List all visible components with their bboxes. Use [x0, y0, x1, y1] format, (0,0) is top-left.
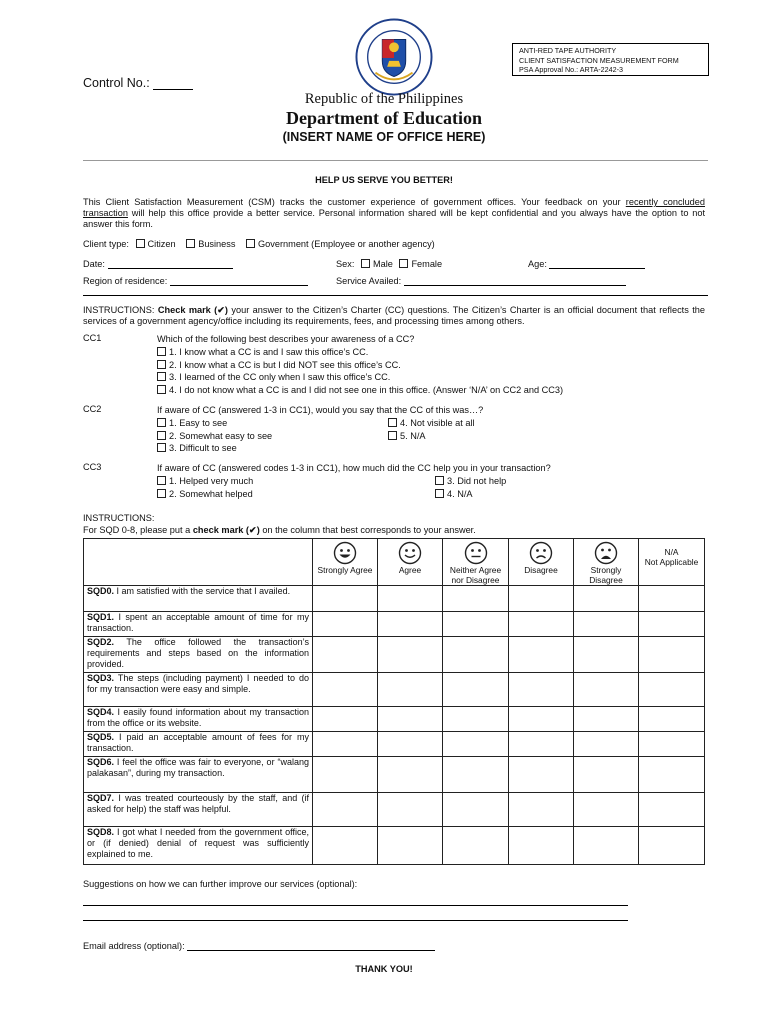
cc2-options-col2 [388, 417, 475, 443]
cc3-option-1-checkbox[interactable] [157, 476, 166, 485]
rating-cell[interactable] [574, 586, 639, 612]
cc1-option-1-checkbox[interactable] [157, 347, 166, 356]
rating-cell[interactable] [574, 757, 639, 793]
rating-cell[interactable] [443, 637, 509, 673]
very-sad-face-icon [594, 541, 618, 565]
rating-cell[interactable] [378, 586, 443, 612]
cc2-label: CC2 [83, 404, 102, 414]
client-type-option: Government (Employee or another agency) [258, 239, 435, 249]
header-label: Strongly Disagree [589, 565, 623, 585]
table-row [84, 793, 705, 827]
strongly-disagree-header [574, 539, 639, 586]
intro-paragraph [83, 197, 705, 230]
arta-line: ANTI-RED TAPE AUTHORITY [519, 46, 617, 55]
department-heading: Department of Education [286, 108, 482, 128]
rating-cell[interactable] [378, 707, 443, 732]
cc3-label: CC3 [83, 462, 102, 472]
instructions-lead: INSTRUCTIONS: [83, 305, 155, 315]
rating-cell[interactable] [574, 612, 639, 637]
citizen-checkbox[interactable] [136, 239, 145, 248]
rating-cell[interactable] [443, 612, 509, 637]
rating-cell[interactable] [574, 637, 639, 673]
email-input[interactable] [187, 950, 435, 951]
region-label: Region of residence: [83, 276, 168, 286]
cc2-option: 1. Easy to see [169, 417, 228, 428]
client-type-label: Client type: [83, 239, 129, 249]
arta-line: PSA Approval No.: ARTA-2242-3 [519, 65, 624, 74]
cc1-option: 1. I know what a CC is and I saw this office’s CC. [169, 346, 369, 357]
sqd-text: The office followed the transaction’s requirements and steps based on the information provided. [87, 637, 309, 669]
sqd-instructions-lead: INSTRUCTIONS: [83, 513, 155, 523]
table-row [84, 586, 705, 612]
table-row [84, 757, 705, 793]
cc2-option: 2. Somewhat easy to see [169, 430, 273, 441]
sqd-question-cell [84, 586, 313, 612]
rating-cell[interactable] [313, 827, 378, 865]
table-row [84, 707, 705, 732]
sqd-question-cell [84, 757, 313, 793]
neutral-face-icon [464, 541, 488, 565]
sqd-question-cell [84, 707, 313, 732]
cc3-option: 2. Somewhat helped [169, 488, 253, 499]
rating-cell[interactable] [639, 827, 705, 865]
cc3-option-2-checkbox[interactable] [157, 489, 166, 498]
rating-cell[interactable] [378, 793, 443, 827]
cc1-option: 2. I know what a CC is but I did NOT see this office’s CC. [169, 359, 401, 370]
cc1-question-block [157, 333, 563, 397]
date-input[interactable] [108, 268, 233, 269]
service-field [336, 276, 626, 286]
cc1-label: CC1 [83, 333, 102, 343]
cc1-option: 4. I do not know what a CC is and I did not see one in this office. (Answer ‘N/A’ on CC2 and CC3) [169, 385, 564, 396]
rating-cell[interactable] [313, 673, 378, 707]
rating-cell[interactable] [639, 707, 705, 732]
age-input[interactable] [549, 268, 645, 269]
sqd-text: I spent an acceptable amount of time for my transaction. [87, 612, 309, 633]
rating-cell[interactable] [313, 793, 378, 827]
sqd-instructions-post: on the column that best corresponds to your answer. [262, 524, 476, 535]
rating-cell[interactable] [639, 757, 705, 793]
rating-cell[interactable] [509, 673, 574, 707]
sqd-instructions [83, 513, 476, 536]
republic-heading: Republic of the Philippines [304, 91, 464, 107]
cc2-option-5-checkbox[interactable] [388, 431, 397, 440]
sex-label: Sex: [336, 259, 355, 269]
sqd-question-cell [84, 732, 313, 757]
sqd-question-cell [84, 827, 313, 865]
divider [83, 295, 708, 296]
government-checkbox[interactable] [246, 239, 255, 248]
divider [83, 160, 708, 161]
rating-cell[interactable] [574, 793, 639, 827]
cc3-option: 4. N/A [447, 488, 473, 499]
office-name: (INSERT NAME OF OFFICE HERE) [282, 130, 486, 144]
client-type-option: Citizen [147, 239, 176, 249]
sqd-text: I am satisfied with the service that I availed. [116, 586, 291, 597]
cc2-question: If aware of CC (answered 1-3 in CC1), would you say that the CC of this was…? [157, 405, 484, 415]
rating-cell[interactable] [378, 612, 443, 637]
agree-header [378, 539, 443, 586]
date-label: Date: [83, 259, 105, 269]
sqd-text: I got what I needed from the government office, or (if denied) denial of request was sufficiently explained to me. [87, 827, 309, 859]
rating-cell[interactable] [509, 707, 574, 732]
sqd-question-cell [84, 612, 313, 637]
sqd-code: SQD3. [87, 673, 115, 684]
cc2-option-2-checkbox[interactable] [157, 431, 166, 440]
sqd-code: SQD2. [87, 637, 115, 648]
cc2-option: 4. Not visible at all [400, 417, 475, 428]
sqd-instructions-bold: check mark (✔) [192, 524, 260, 535]
age-label: Age: [528, 259, 547, 269]
rating-cell[interactable] [509, 586, 574, 612]
service-label: Service Availed: [336, 276, 402, 286]
intro-text-end: will help this office provide a better service. Personal information shared will be kept confidential and you always have the option to not answer this form. [83, 208, 705, 229]
rating-cell[interactable] [313, 612, 378, 637]
sqd-instructions-pre: For SQD 0-8, please put a [83, 524, 191, 535]
table-row [84, 827, 705, 865]
age-field [528, 259, 645, 269]
rating-cell[interactable] [639, 793, 705, 827]
service-input[interactable] [404, 285, 626, 286]
sqd-text: The steps (including payment) I needed to do for my transaction were easy and simple. [87, 673, 309, 694]
date-field [83, 259, 233, 269]
rating-cell[interactable] [443, 707, 509, 732]
rating-cell[interactable] [509, 612, 574, 637]
sqd-text: I was treated courteously by the staff, and (if asked for help) the staff was helpful. [87, 793, 309, 814]
rating-cell[interactable] [639, 586, 705, 612]
table-row [84, 732, 705, 757]
rating-cell[interactable] [509, 732, 574, 757]
rating-cell[interactable] [639, 612, 705, 637]
strongly-agree-header [313, 539, 378, 586]
header-label: Strongly Agree [317, 565, 373, 575]
cc3-option: 3. Did not help [447, 475, 507, 486]
sqd-text: I easily found information about my transaction from the office or its website. [87, 707, 309, 728]
disagree-header [509, 539, 574, 586]
intro-underlined: recently concluded transaction [83, 197, 706, 218]
rating-cell[interactable] [313, 757, 378, 793]
sqd-question-cell [84, 793, 313, 827]
table-header-row [84, 539, 705, 586]
cc2-option-4-checkbox[interactable] [388, 418, 397, 427]
instructions-bold: Check mark (✔) [157, 305, 228, 315]
rating-cell[interactable] [574, 732, 639, 757]
very-happy-face-icon [333, 541, 357, 565]
sex-field [336, 259, 442, 269]
na-sublabel: Not Applicable [644, 556, 699, 567]
intro-text: This Client Satisfaction Measurement (CSM) tracks the customer experience of government offices. Your feedback on your [83, 197, 621, 207]
cc1-option-4-checkbox[interactable] [157, 385, 166, 394]
sex-option: Female [411, 259, 443, 269]
suggestions-line-2[interactable] [83, 920, 628, 921]
header-label: Disagree [524, 565, 558, 575]
region-field [83, 276, 308, 286]
na-label: N/A [664, 547, 679, 557]
arta-info-box [512, 43, 709, 76]
rating-cell[interactable] [443, 793, 509, 827]
table-row [84, 637, 705, 673]
control-number [83, 76, 193, 90]
not-applicable-header [639, 539, 705, 586]
rating-cell[interactable] [313, 732, 378, 757]
client-type-option: Business [198, 239, 236, 249]
sqd-text: I feel the office was fair to everyone, or “walang palakasan”, during my transaction. [87, 757, 309, 778]
cc-instructions [83, 305, 705, 327]
rating-cell[interactable] [443, 673, 509, 707]
rating-cell[interactable] [378, 757, 443, 793]
sqd-text: I paid an acceptable amount of fees for my transaction. [87, 732, 309, 753]
rating-cell[interactable] [574, 673, 639, 707]
rating-cell[interactable] [639, 673, 705, 707]
cc1-option-3-checkbox[interactable] [157, 372, 166, 381]
form-title: HELP US SERVE YOU BETTER! [315, 175, 453, 185]
rating-cell[interactable] [313, 637, 378, 673]
cc3-option: 1. Helped very much [169, 475, 254, 486]
neutral-header [443, 539, 509, 586]
sad-face-icon [529, 541, 553, 565]
cc2-option-1-checkbox[interactable] [157, 418, 166, 427]
client-type-row [83, 239, 435, 249]
rating-cell[interactable] [574, 707, 639, 732]
rating-cell[interactable] [443, 586, 509, 612]
cc3-options-col2 [435, 475, 506, 501]
rating-cell[interactable] [509, 757, 574, 793]
blank-header-cell [84, 539, 313, 586]
table-row [84, 612, 705, 637]
cc2-option: 5. N/A [400, 430, 426, 441]
suggestions-line-1[interactable] [83, 905, 628, 906]
sqd-rating-table [83, 538, 705, 865]
email-label: Email address (optional): [83, 941, 185, 951]
sqd-code: SQD5. [87, 732, 115, 743]
male-checkbox[interactable] [361, 259, 370, 268]
instructions-text: your answer to the Citizen’s Charter (CC) questions. The Citizen’s Charter is an official document that reflects the services of a government agency/office including its requirements, fees, and processing times among others. [83, 305, 705, 326]
business-checkbox[interactable] [186, 239, 195, 248]
header-label: Neither Agree nor Disagree [449, 565, 502, 585]
cc3-option-4-checkbox[interactable] [435, 489, 444, 498]
sqd-code: SQD8. [87, 827, 115, 838]
cc2-option-3-checkbox[interactable] [157, 443, 166, 452]
cc3-option-3-checkbox[interactable] [435, 476, 444, 485]
table-row [84, 673, 705, 707]
rating-cell[interactable] [443, 757, 509, 793]
control-number-label: Control No.: [83, 76, 150, 90]
sqd-code: SQD0. [87, 586, 115, 597]
cc1-question: Which of the following best describes your awareness of a CC? [157, 334, 415, 344]
sqd-code: SQD1. [87, 612, 115, 623]
sex-option: Male [372, 259, 393, 269]
rating-cell[interactable] [443, 732, 509, 757]
email-field [83, 941, 435, 951]
rating-cell[interactable] [509, 637, 574, 673]
rating-cell[interactable] [443, 827, 509, 865]
deped-seal-logo [355, 18, 433, 96]
rating-cell[interactable] [509, 827, 574, 865]
rating-cell[interactable] [574, 827, 639, 865]
cc2-option: 3. Difficult to see [169, 443, 237, 454]
rating-cell[interactable] [509, 793, 574, 827]
rating-cell[interactable] [378, 732, 443, 757]
happy-face-icon [398, 541, 422, 565]
sqd-code: SQD6. [87, 757, 115, 768]
region-input[interactable] [170, 285, 308, 286]
rating-cell[interactable] [639, 732, 705, 757]
cc1-option: 3. I learned of the CC only when I saw this office’s CC. [169, 372, 391, 383]
rating-cell[interactable] [378, 827, 443, 865]
control-number-field[interactable] [153, 89, 193, 90]
rating-cell[interactable] [313, 586, 378, 612]
cc3-question: If aware of CC (answered codes 1-3 in CC1), how much did the CC help you in your transaction? [157, 463, 551, 473]
sqd-question-cell [84, 673, 313, 707]
header-label: Agree [398, 565, 422, 575]
sqd-code: SQD4. [87, 707, 115, 718]
rating-cell[interactable] [378, 637, 443, 673]
thank-you-text: THANK YOU! [355, 964, 413, 974]
sqd-question-cell [84, 637, 313, 673]
rating-cell[interactable] [639, 637, 705, 673]
female-checkbox[interactable] [399, 259, 408, 268]
arta-line: CLIENT SATISFACTION MEASUREMENT FORM [519, 55, 679, 65]
rating-cell[interactable] [313, 707, 378, 732]
suggestions-label: Suggestions on how we can further improve our services (optional): [83, 879, 358, 889]
sqd-code: SQD7. [87, 793, 115, 804]
rating-cell[interactable] [378, 673, 443, 707]
cc1-option-2-checkbox[interactable] [157, 360, 166, 369]
